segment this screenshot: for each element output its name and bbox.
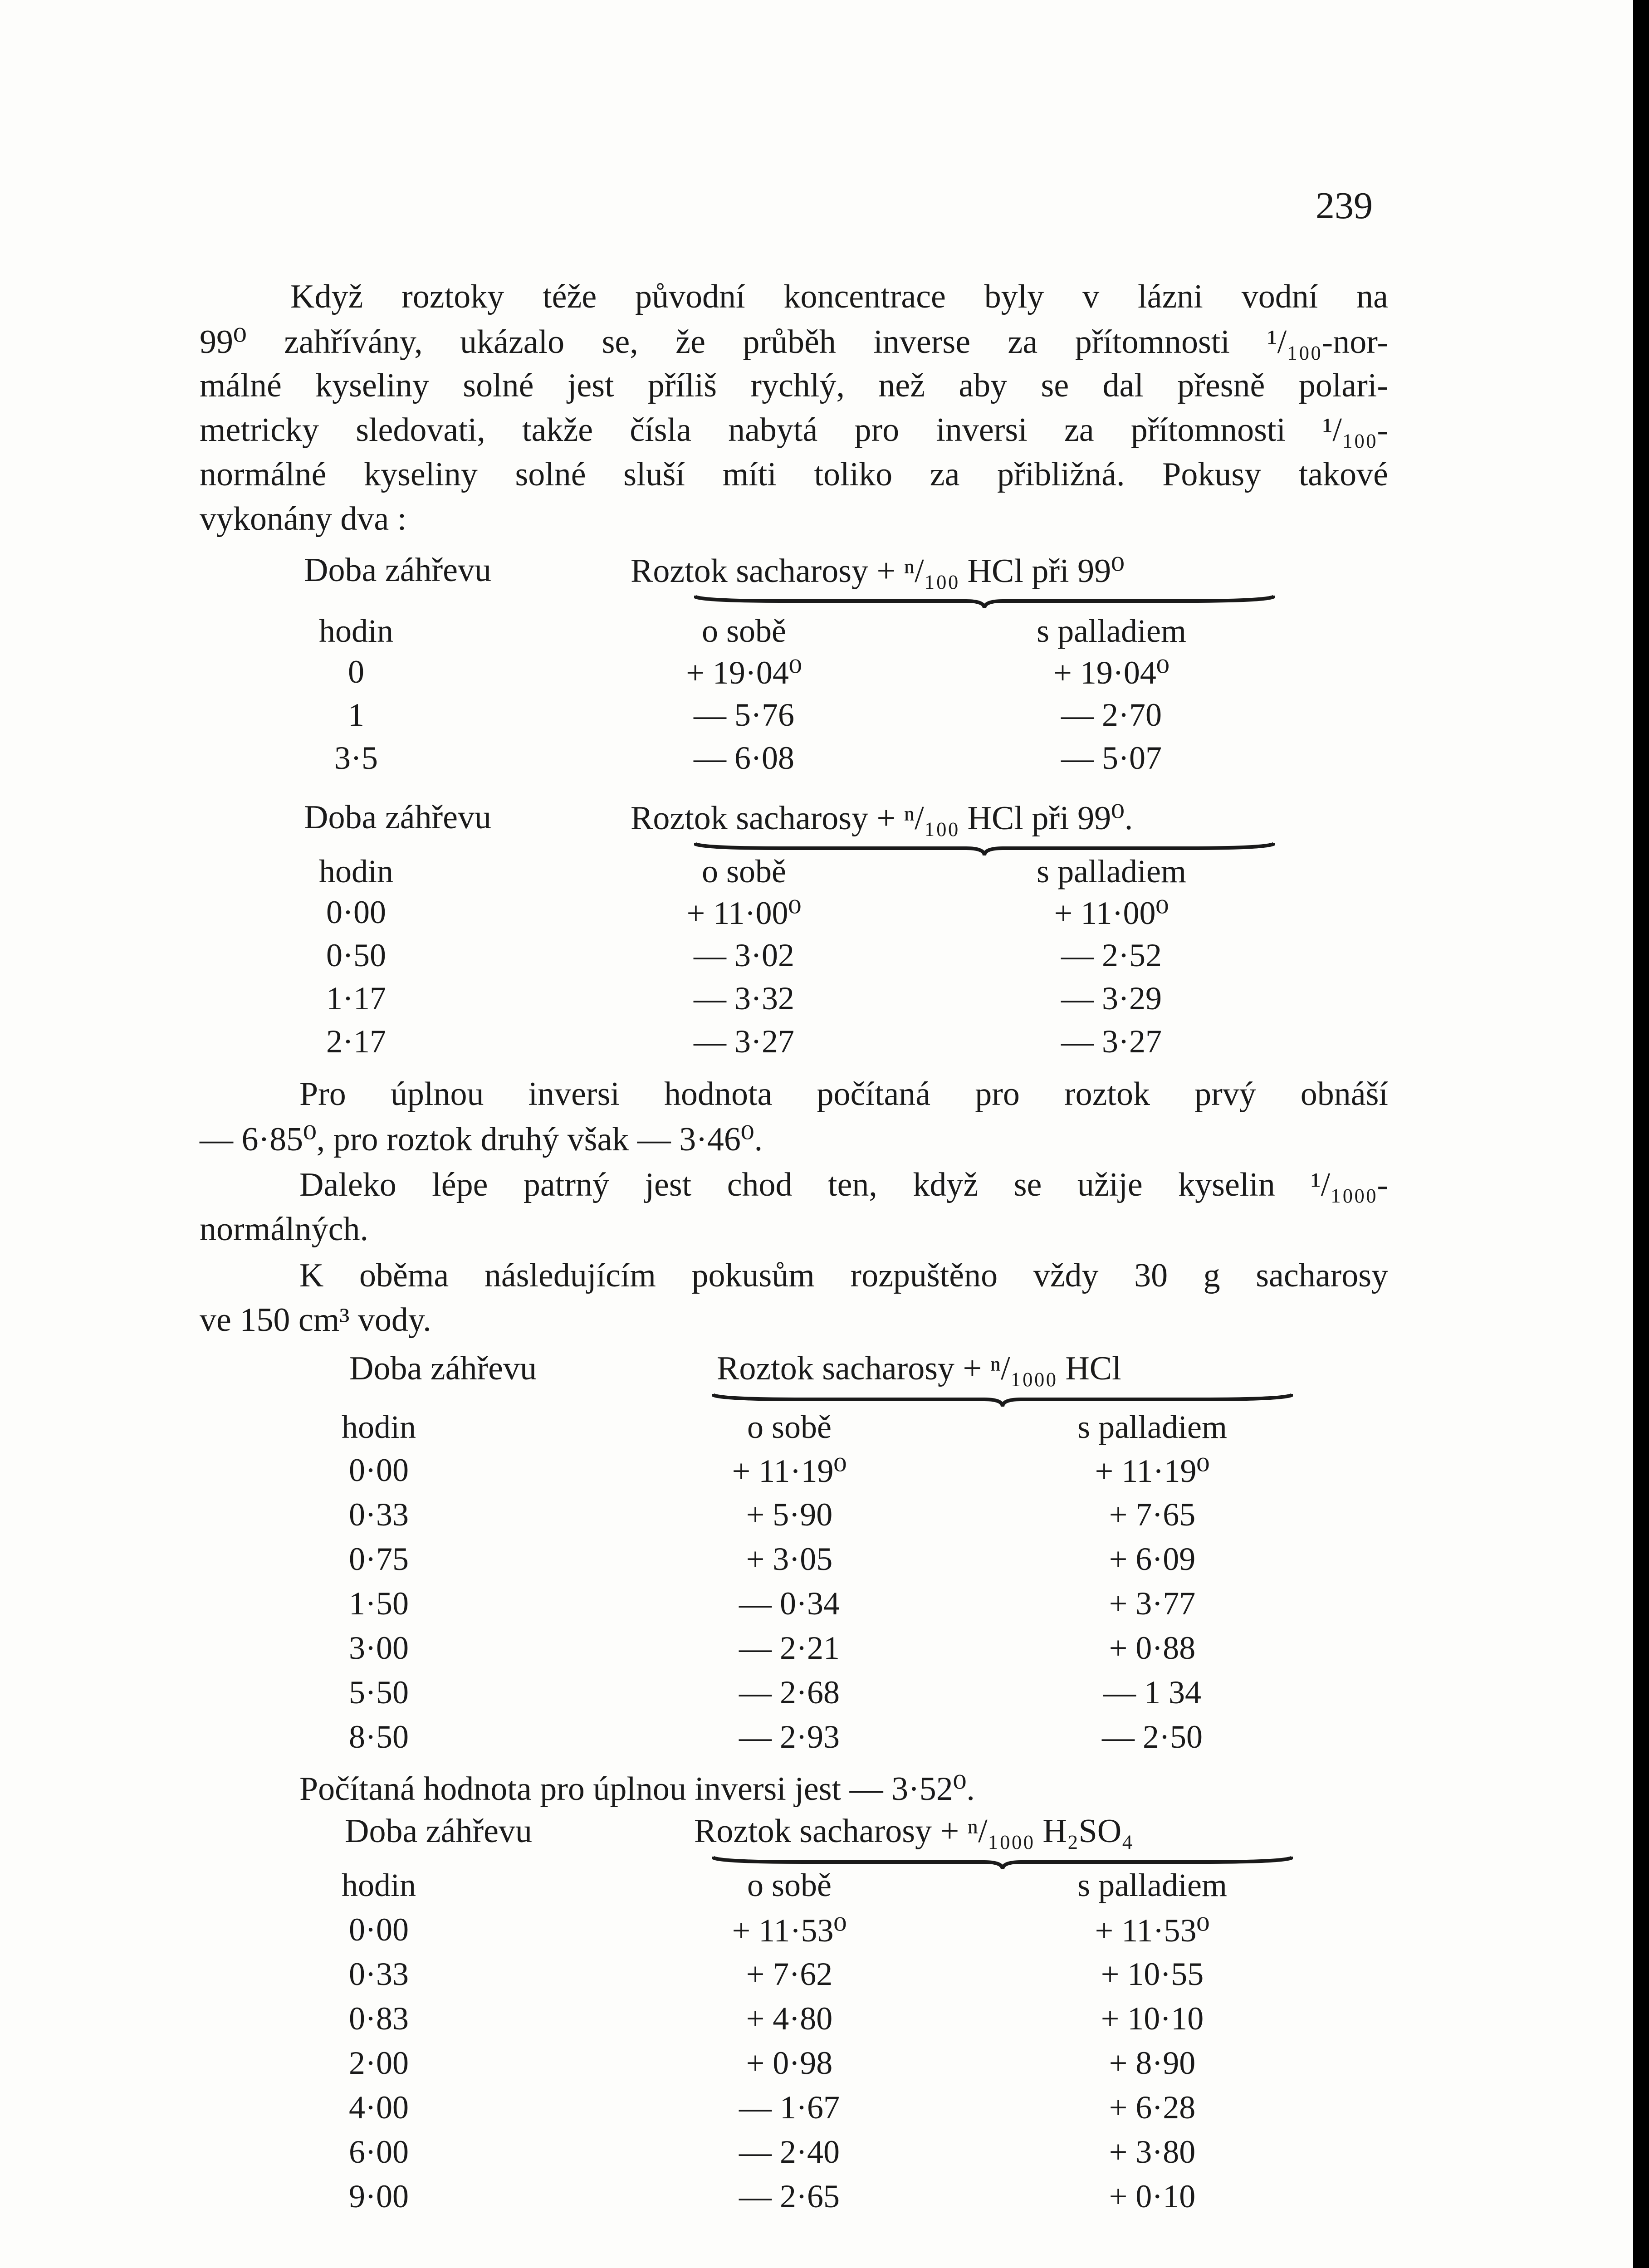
para3-line: Daleko lépe patrný jest chod ten, když se užije kyselin ¹/₁₀₀₀- (299, 1166, 1388, 1203)
table-cell: — 3·32 (694, 980, 794, 1017)
intro-line: vykonány dva : (200, 500, 407, 538)
table-cell: 6·00 (349, 2134, 409, 2170)
table-cell: + 11·19⁰ (1095, 1453, 1210, 1489)
table-cell: 0·00 (349, 1911, 409, 1948)
table1-col-hodin: hodin (318, 613, 393, 649)
table-cell: 1·17 (326, 980, 386, 1017)
table-cell: 1·50 (349, 1585, 409, 1622)
table-cell: + 6·09 (1109, 1541, 1196, 1577)
table-cell: + 11·00⁰ (1054, 895, 1169, 931)
table4-head-left: Doba záhřevu (345, 1813, 532, 1850)
intro-line: normálné kyseliny solné sluší míti toliko za přibližná. Pokusy takové (200, 456, 1388, 493)
table-cell: + 7·62 (746, 1956, 833, 1992)
table-cell: 5·50 (349, 1674, 409, 1711)
table4-col-hodin: hodin (341, 1867, 416, 1903)
table-cell: 0·83 (349, 2000, 409, 2037)
table-cell: 9·00 (349, 2178, 409, 2214)
table-cell: 1 (348, 697, 364, 733)
table-cell: — 3·29 (1061, 980, 1162, 1017)
table-cell: + 3·05 (746, 1541, 833, 1577)
table-cell: + 11·53⁰ (732, 1912, 847, 1949)
table-cell: + 6·28 (1109, 2089, 1196, 2126)
table-cell: — 1·67 (739, 2089, 840, 2126)
table-cell: 8·50 (349, 1719, 409, 1755)
table-cell: — 3·27 (1061, 1023, 1162, 1060)
table4-col-palladiem: s palladiem (1077, 1867, 1227, 1903)
table-cell: — 3·27 (694, 1023, 794, 1060)
table-cell: + 10·10 (1101, 2000, 1204, 2037)
table-cell: — 6·08 (694, 740, 794, 776)
intro-line: 99⁰ zahřívány, ukázalo se, že průběh inverse za přítomnosti ¹/₁₀₀-nor- (200, 323, 1388, 361)
table-cell: — 5·76 (694, 697, 794, 733)
table-cell: + 0·10 (1109, 2178, 1196, 2214)
table-cell: + 7·65 (1109, 1496, 1196, 1533)
para3-line: normálných. (200, 1211, 368, 1248)
table3-col-palladiem: s palladiem (1077, 1409, 1227, 1445)
table-cell: — 2·40 (739, 2134, 840, 2170)
para2-line: — 6·85⁰, pro roztok druhý však — 3·46⁰. (200, 1121, 763, 1158)
page-number: 239 (1316, 185, 1373, 227)
table-cell: — 2·50 (1102, 1719, 1203, 1755)
table2-col-o-sobe: o sobě (702, 853, 786, 890)
table2-col-palladiem: s palladiem (1037, 853, 1186, 890)
table-cell: 0·75 (349, 1541, 409, 1577)
table-cell: + 8·90 (1109, 2045, 1196, 2081)
table-cell: 0·50 (326, 937, 386, 973)
para4-line: K oběma následujícím pokusům rozpuštěno vždy 30 g sacharosy (299, 1257, 1388, 1294)
table3-col-hodin: hodin (341, 1409, 416, 1445)
intro-line: málné kyseliny solné jest příliš rychlý, než aby se dal přesně polari- (200, 367, 1388, 404)
table-cell: 3·5 (334, 740, 378, 776)
table-cell: — 1 34 (1103, 1674, 1201, 1711)
table-cell: + 19·04⁰ (1053, 655, 1169, 691)
intro-line: Když roztoky téže původní koncentrace byly v lázni vodní na (290, 278, 1388, 315)
table-cell: — 3·02 (694, 937, 794, 973)
table-cell: — 2·70 (1061, 697, 1162, 733)
table4-head-right: Roztok sacharosy + ⁿ/₁₀₀₀ H₂SO₄ (694, 1813, 1133, 1850)
table-cell: — 2·65 (739, 2178, 840, 2214)
table-cell: — 5·07 (1061, 740, 1162, 776)
table-cell: + 3·77 (1109, 1585, 1196, 1622)
table3-col-o-sobe: o sobě (747, 1409, 832, 1445)
table-cell: 0 (348, 654, 364, 690)
table-cell: + 11·53⁰ (1095, 1912, 1210, 1949)
table4-col-o-sobe: o sobě (747, 1867, 832, 1903)
table-cell: 0·00 (326, 894, 386, 930)
table1-col-palladiem: s palladiem (1037, 613, 1186, 649)
table-cell: 2·17 (326, 1023, 386, 1060)
table-cell: + 10·55 (1101, 1956, 1204, 1992)
table3-head-left: Doba záhřevu (349, 1350, 537, 1387)
table-cell: — 2·93 (739, 1719, 840, 1755)
table-cell: — 0·34 (739, 1585, 840, 1622)
table-cell: + 4·80 (746, 2000, 833, 2037)
table-cell: + 11·00⁰ (686, 895, 802, 931)
table-cell: 0·33 (349, 1496, 409, 1533)
table-cell: + 19·04⁰ (686, 655, 802, 691)
table-cell: 0·33 (349, 1956, 409, 1992)
para4-line: ve 150 cm³ vody. (200, 1301, 431, 1339)
table2-head-right: Roztok sacharosy + ⁿ/₁₀₀ HCl při 99⁰. (631, 800, 1133, 837)
para2-line: Pro úplnou inversi hodnota počítaná pro roztok prvý obnáší (299, 1075, 1388, 1113)
table-cell: + 0·88 (1109, 1630, 1196, 1666)
table-cell: + 5·90 (746, 1496, 833, 1533)
intro-line: metricky sledovati, takže čísla nabytá pro inversi za přítomnosti ¹/₁₀₀- (200, 411, 1388, 449)
table1-col-o-sobe: o sobě (702, 613, 786, 649)
table-cell: + 11·19⁰ (732, 1453, 847, 1489)
table-cell: 0·00 (349, 1452, 409, 1488)
table-cell: 3·00 (349, 1630, 409, 1666)
table2-col-hodin: hodin (318, 853, 393, 890)
table-cell: — 2·21 (739, 1630, 840, 1666)
table1-head-right: Roztok sacharosy + ⁿ/₁₀₀ HCl při 99⁰ (631, 552, 1125, 590)
table3-brace (712, 1390, 1293, 1408)
table1-brace (694, 592, 1275, 610)
table-cell: 4·00 (349, 2089, 409, 2126)
table-cell: 2·00 (349, 2045, 409, 2081)
table-cell: — 2·68 (739, 1674, 840, 1711)
table-cell: + 0·98 (746, 2045, 833, 2081)
table-cell: + 3·80 (1109, 2134, 1196, 2170)
table2-head-left: Doba záhřevu (304, 799, 491, 836)
computed-value-line: Počítaná hodnota pro úplnou inversi jest — 3·52⁰. (299, 1770, 975, 1808)
table-cell: — 2·52 (1061, 937, 1162, 973)
table3-head-right: Roztok sacharosy + ⁿ/₁₀₀₀ HCl (717, 1350, 1121, 1387)
table1-head-left: Doba záhřevu (304, 552, 491, 589)
